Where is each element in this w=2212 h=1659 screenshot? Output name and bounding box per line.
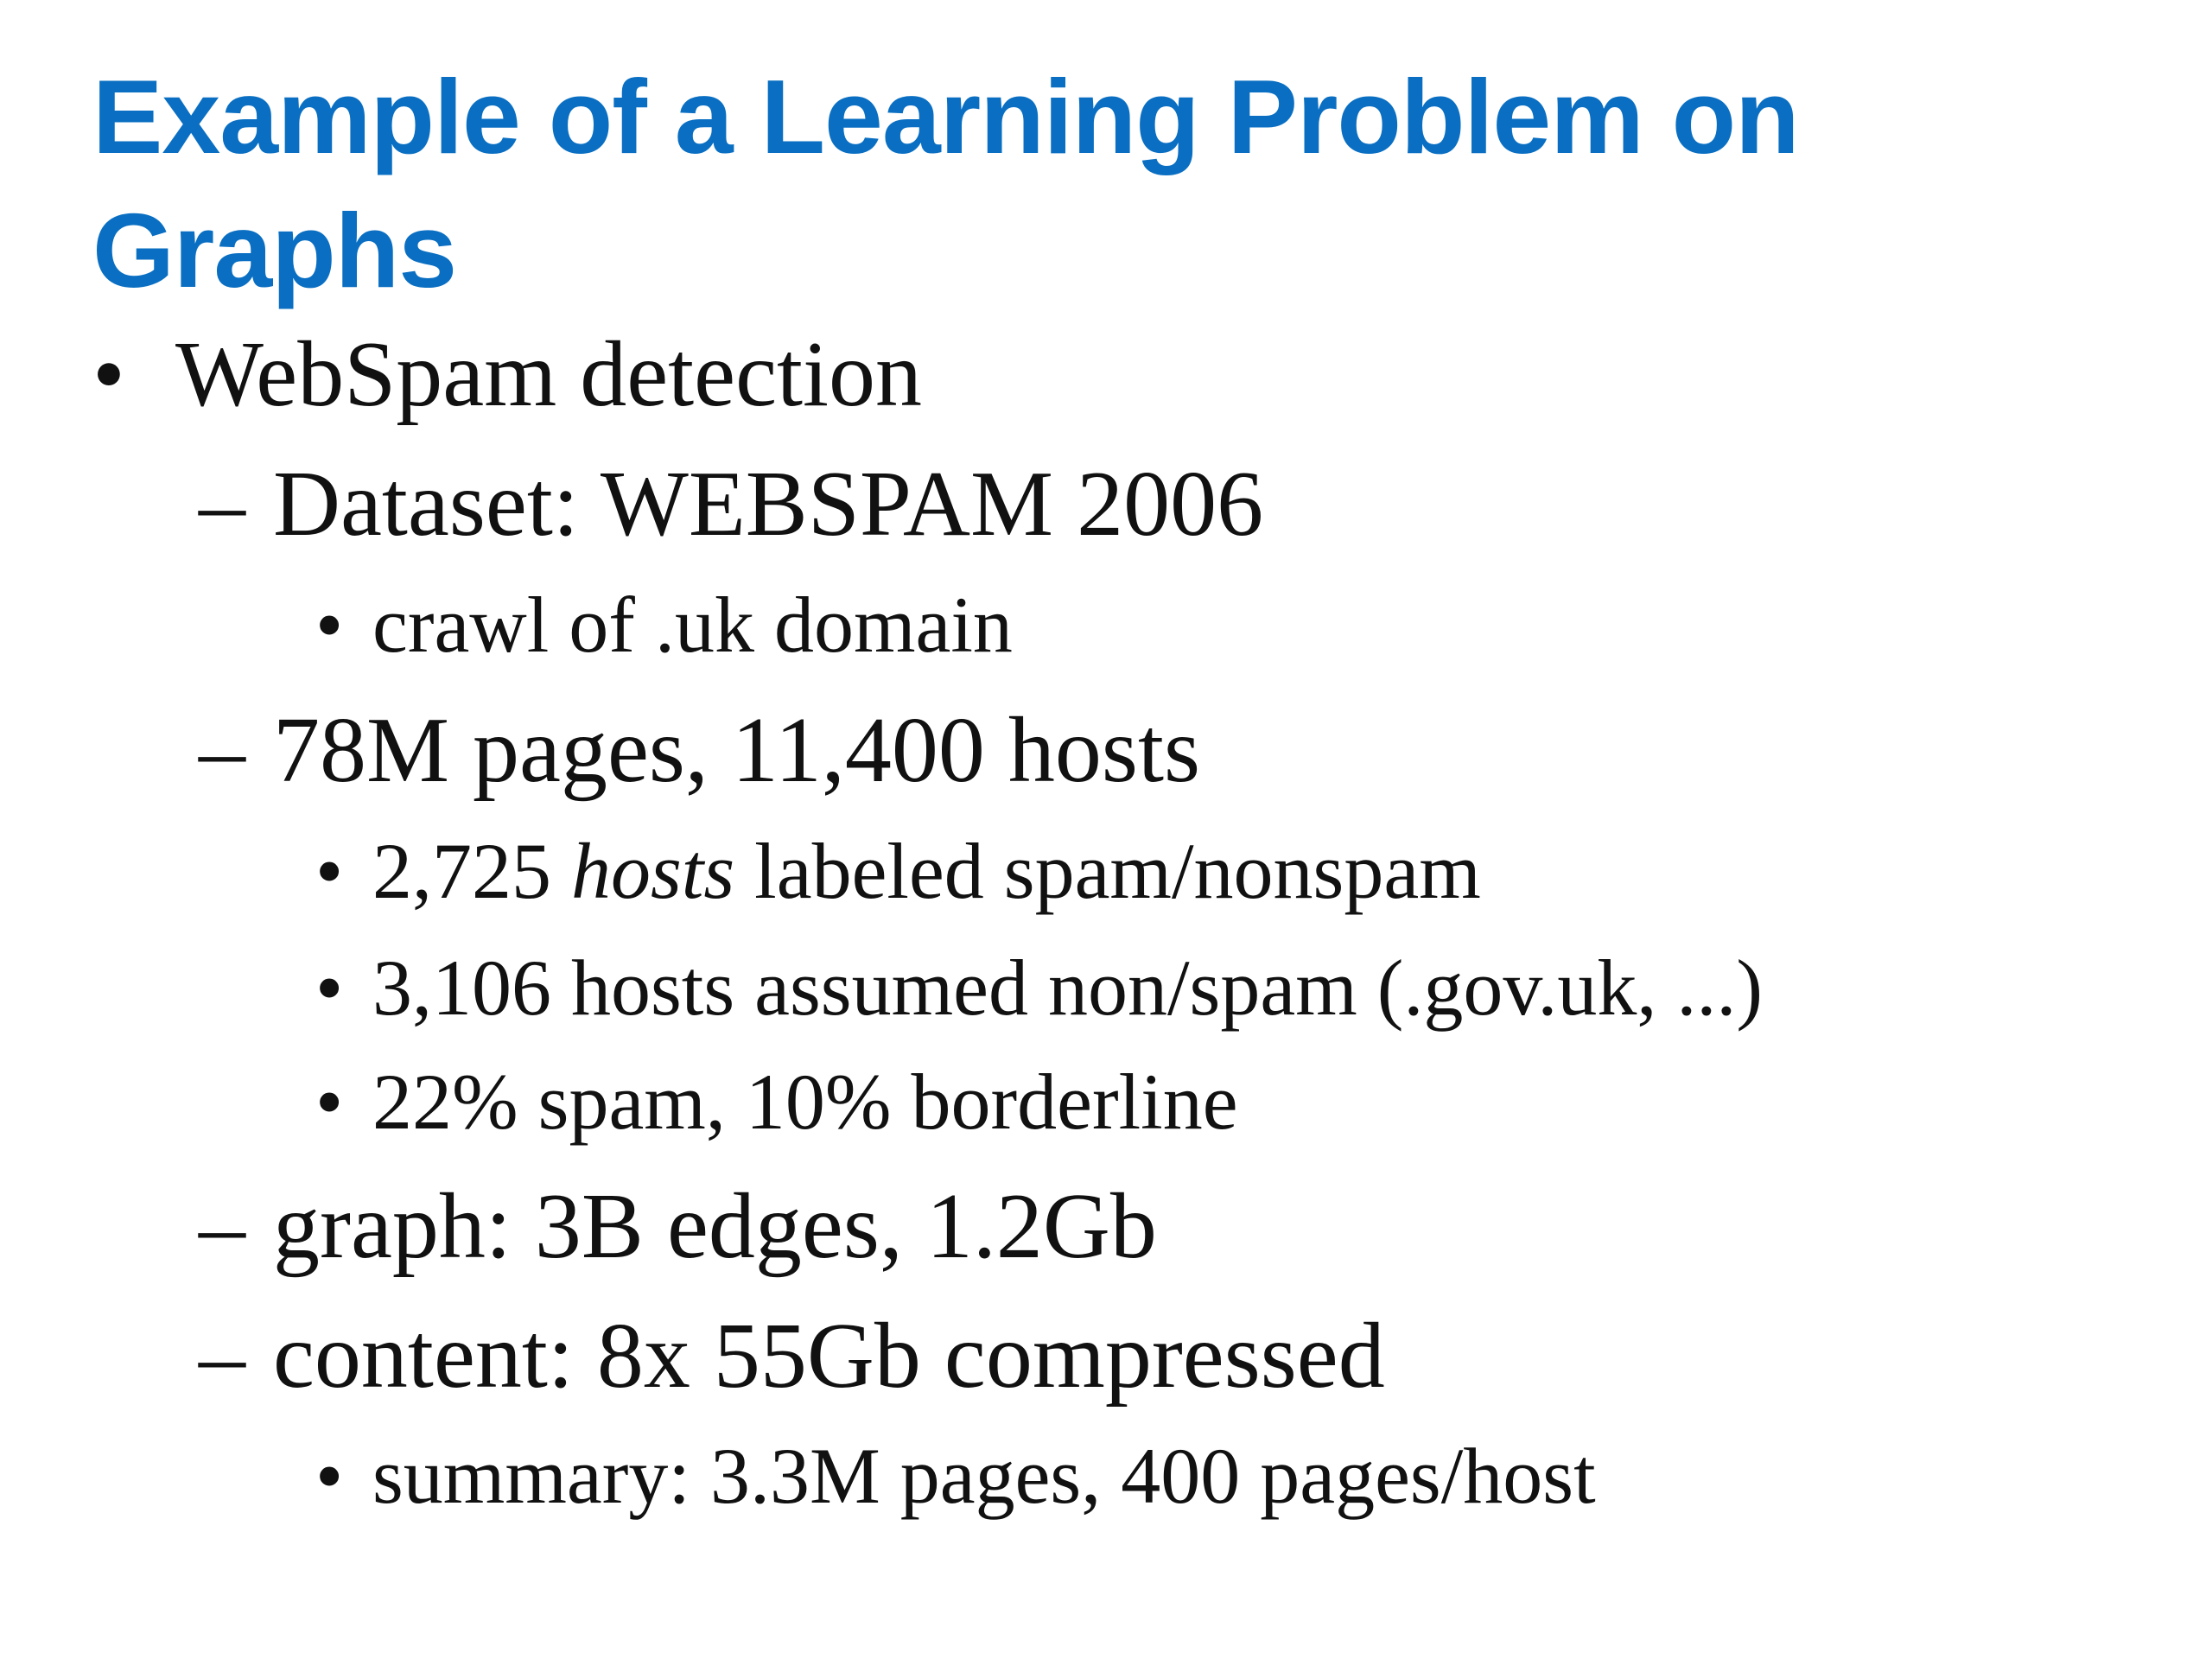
subsubitem-text-suffix: labeled spam/nonspam (734, 827, 1481, 915)
subitem-text: graph: 3B edges, 1.2Gb (273, 1175, 1157, 1278)
subsubitem-text-prefix: 2,725 (372, 827, 571, 915)
subsubitem-crawl (315, 579, 1013, 671)
bullet-marker: • (315, 581, 344, 669)
subitem-text: content: 8x 55Gb compressed (273, 1305, 1385, 1408)
subsubitem-text: 3,106 hosts assumed non/spam (.gov.uk, ...) (372, 944, 1764, 1032)
subsubitem-text: 22% spam, 10% borderline (372, 1058, 1238, 1146)
subsubitem-text: crawl of .uk domain (372, 581, 1013, 669)
bullet-marker: • (315, 944, 344, 1032)
subitem-content (199, 1303, 1385, 1410)
bullet-marker: • (315, 827, 344, 915)
subitem-pages-hosts (199, 697, 1200, 804)
dash-marker: – (199, 1175, 245, 1278)
subitem-dataset (199, 451, 1263, 558)
dash-marker: – (199, 699, 245, 802)
subsubitem-text: summary: 3.3M pages, 400 pages/host (372, 1432, 1596, 1520)
slide-title: Example of a Learning Problem on Graphs (92, 58, 1799, 309)
dash-marker: – (199, 1305, 245, 1408)
subsubitem-spam-percent (315, 1056, 1238, 1147)
subitem-graph (199, 1173, 1157, 1281)
bullet-marker: • (92, 323, 125, 426)
bullet-text: WebSpam detection (175, 323, 923, 426)
subsubitem-summary (315, 1430, 1596, 1522)
dash-marker: – (199, 453, 245, 556)
bullet-marker: • (315, 1058, 344, 1146)
bullet-marker: • (315, 1432, 344, 1520)
subsubitem-assumed-nonspam (315, 942, 1763, 1033)
subitem-text: 78M pages, 11,400 hosts (273, 699, 1200, 802)
emphasized-word: hosts (571, 827, 735, 915)
subsubitem-labeled-hosts (315, 825, 1481, 917)
subitem-text: Dataset: WEBSPAM 2006 (273, 453, 1264, 556)
bullet-webspam-detection (92, 321, 922, 429)
